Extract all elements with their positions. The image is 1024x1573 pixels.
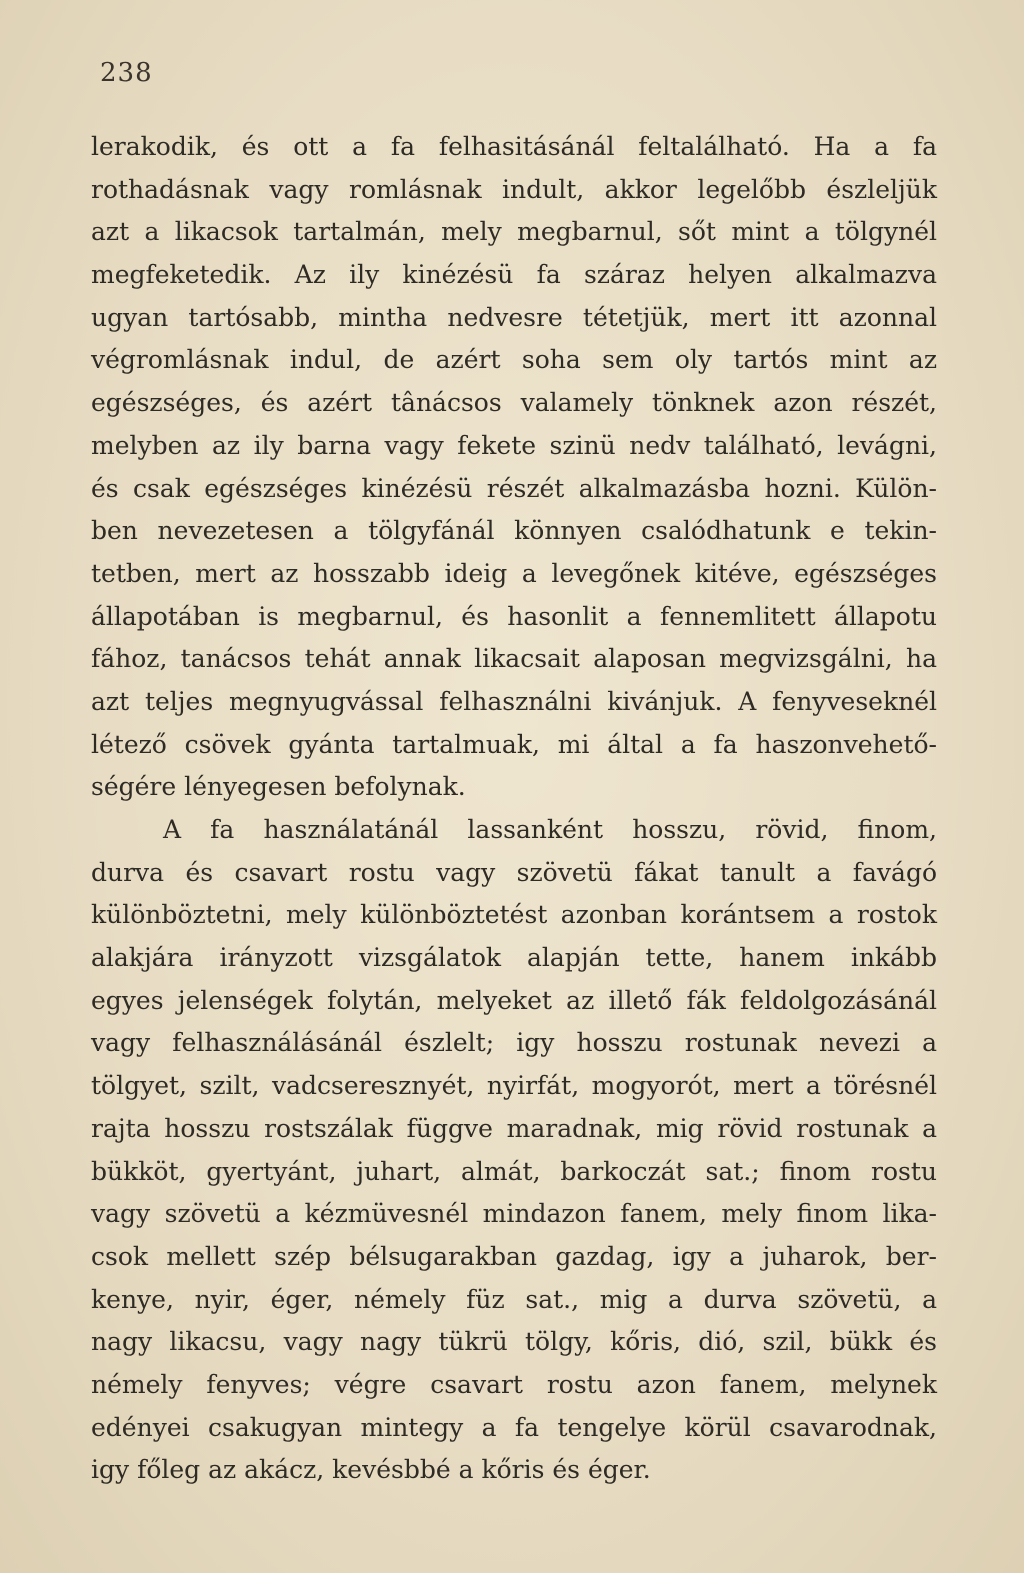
text-line: nagy likacsu, vagy nagy tükrü tölgy, kőris, dió, szil, bükk és: [91, 1327, 937, 1357]
body-text: [91, 126, 937, 1492]
text-line: egyes jelenségek folytán, melyeket az illető fák feldolgozásánál: [91, 985, 937, 1015]
text-line: kenye, nyir, éger, némely füz sat., mig a durva szövetü, a: [91, 1284, 937, 1314]
text-line: megfeketedik. Az ily kinézésü fa száraz helyen alkalmazva: [91, 260, 937, 290]
text-line: melyben az ily barna vagy fekete szinü nedv található, levágni,: [91, 430, 937, 460]
text-line: és csak egészséges kinézésü részét alkalmazásba hozni. Külön-: [91, 473, 937, 503]
text-line: vagy felhasználásánál észlelt; igy hosszu rostunak nevezi a: [91, 1028, 937, 1058]
text-line: rothadásnak vagy romlásnak indult, akkor legelőbb észleljük: [91, 174, 937, 204]
paragraph-first-line: A fa használatánál lassanként hosszu, rövid, finom,: [163, 815, 937, 844]
text-line: tetben, mert az hosszabb ideig a levegőnek kitéve, egészséges: [91, 558, 937, 588]
text-line: azt a likacsok tartalmán, mely megbarnul, sőt mint a tölgynél: [91, 217, 937, 247]
text-line: némely fenyves; végre csavart rostu azon fanem, melynek: [91, 1369, 937, 1399]
text-line: igy főleg az akácz, kevésbbé a kőris és éger.: [91, 1455, 651, 1485]
text-line: ben nevezetesen a tölgyfánál könnyen csalódhatunk e tekin-: [91, 516, 937, 546]
page-number: 238: [100, 58, 153, 88]
text-line: ugyan tartósabb, mintha nedvesre tétetjük, mert itt azonnal: [91, 302, 937, 332]
text-line: végromlásnak indul, de azért soha sem oly tartós mint az: [91, 345, 937, 375]
text-line: lerakodik, és ott a fa felhasitásánál feltalálható. Ha a fa: [91, 132, 937, 161]
text-line: vagy szövetü a kézmüvesnél mindazon fanem, mely finom lika-: [91, 1199, 937, 1229]
text-line: bükköt, gyertyánt, juhart, almát, barkoczát sat.; finom rostu: [91, 1156, 937, 1186]
text-line: egészséges, és azért tânácsos valamely tönknek azon részét,: [91, 388, 937, 418]
text-line: fához, tanácsos tehát annak likacsait alaposan megvizsgálni, ha: [91, 644, 937, 674]
text-line: ségére lényegesen befolynak.: [91, 772, 466, 802]
text-line: alakjára irányzott vizsgálatok alapján tette, hanem inkább: [91, 943, 937, 973]
text-line: azt teljes megnyugvással felhasználni kivánjuk. A fenyveseknél: [91, 686, 937, 716]
text-line: rajta hosszu rostszálak függve maradnak, mig rövid rostunak a: [91, 1113, 937, 1143]
text-line: tölgyet, szilt, vadcseresznyét, nyirfát, mogyorót, mert a törésnél: [91, 1071, 937, 1101]
text-line: különböztetni, mely különböztetést azonban korántsem a rostok: [91, 900, 937, 930]
text-line: létező csövek gyánta tartalmuak, mi által a fa haszonvehető-: [91, 729, 937, 759]
text-line: csok mellett szép bélsugarakban gazdag, igy a juharok, ber-: [91, 1241, 937, 1271]
text-line: durva és csavart rostu vagy szövetü fákat tanult a favágó: [91, 857, 937, 887]
text-line: edényei csakugyan mintegy a fa tengelye körül csavarodnak,: [91, 1412, 937, 1442]
text-line: állapotában is megbarnul, és hasonlit a fennemlitett állapotu: [91, 601, 937, 631]
